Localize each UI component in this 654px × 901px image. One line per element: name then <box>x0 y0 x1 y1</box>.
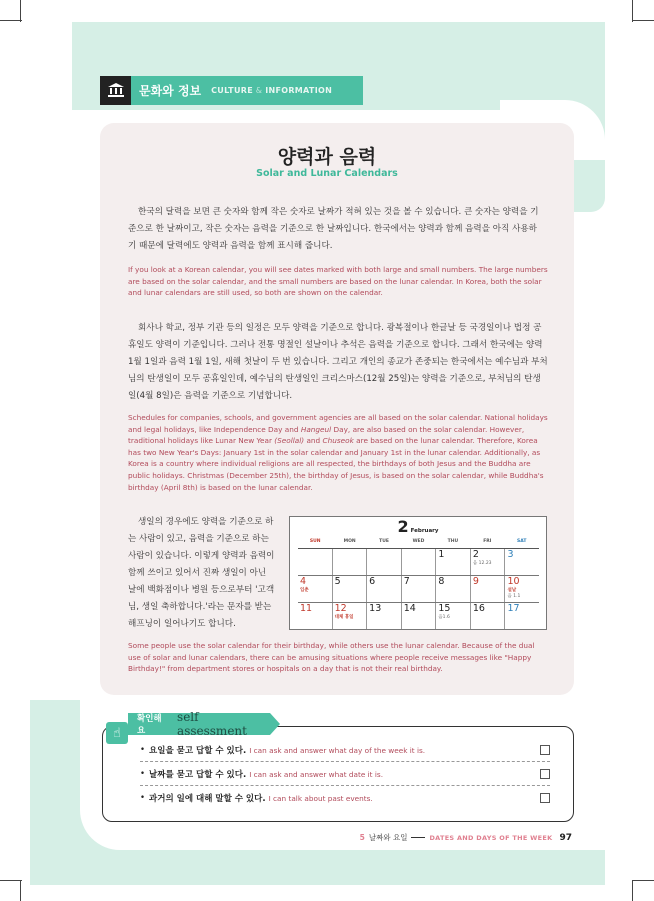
weekday-label: TUE <box>379 539 389 544</box>
calendar-holiday-label: 대체 휴일 <box>334 615 354 620</box>
calendar-date: 2 <box>472 549 479 560</box>
crop-mark <box>632 20 654 21</box>
calendar-week-row <box>298 576 539 603</box>
weekday-label: THU <box>447 539 459 544</box>
calendar-day-cell <box>435 576 470 602</box>
calendar-date: 15 <box>438 603 451 614</box>
calendar-month-number: 2 <box>397 517 409 536</box>
calendar-day-cell <box>470 549 505 575</box>
checklist-item-en: I can talk about past events. <box>268 793 373 803</box>
calendar-day-cell <box>332 549 367 575</box>
calendar-date: 4 <box>300 576 307 587</box>
calendar-day-cell <box>504 549 539 575</box>
bank-icon <box>100 76 131 105</box>
calendar-date: 7 <box>403 576 410 587</box>
unit-title-en: DATES AND DAYS OF THE WEEK <box>429 833 553 842</box>
calendar-month-name: February <box>410 528 439 534</box>
unit-title-ko: 날짜와 요일 <box>368 833 408 842</box>
calendar-date: 3 <box>507 549 514 560</box>
calendar-date: 6 <box>369 576 376 587</box>
calendar-week-row <box>298 549 539 576</box>
calendar-date: 8 <box>438 576 445 587</box>
paragraph-1-english: If you look at a Korean calendar, you will see dates marked with both large and small numbers. The large numbers are based on the solar calendar, and the small numbers are based on the lunar calendar. In Korea, both the solar and lunar calendars are still used, so both are shown on the calendar. <box>128 265 548 298</box>
calendar-day-cell <box>504 603 539 629</box>
section-header <box>100 76 363 105</box>
calendar-day-cell <box>435 549 470 575</box>
section-title-en: CULTURE & INFORMATION <box>211 86 333 95</box>
crop-mark <box>20 880 21 901</box>
calendar-date: 13 <box>369 603 382 614</box>
crop-mark <box>632 0 633 22</box>
checklist-item-en: I can ask and answer what day of the week it is. <box>249 745 426 755</box>
weekday-label: FRI <box>483 539 492 544</box>
checklist-item-ko: 날짜를 묻고 답할 수 있다. <box>149 770 247 780</box>
checklist-item: • 요일을 묻고 답할 수 있다. I can ask and answer what day of the week it is. <box>140 739 550 762</box>
self-assessment-tag <box>128 710 270 738</box>
calendar-day-cell <box>470 576 505 602</box>
calendar-date: 16 <box>472 603 485 614</box>
calendar-date: 14 <box>403 603 416 614</box>
weekday-label: SAT <box>517 539 527 544</box>
paragraph-1-korean: 한국의 달력을 보면 큰 숫자와 함께 작은 숫자로 날짜가 적혀 있는 것을 볼 수 있습니다. 큰 숫자는 양력을 기 준으로 한 날짜이고, 작은 숫자는 음력을 기준으로 한 날짜입니다. 한국에서는 양력과 함께 음력을 아직 사용하 기 때문에 달력에도 양력과 음력을 함께 표시해 줍니다. <box>128 207 539 251</box>
crop-mark <box>632 880 633 901</box>
weekday-label: SUN <box>309 539 321 544</box>
checklist-item-ko: 과거의 일에 대해 말할 수 있다. <box>149 794 266 804</box>
calendar-date: 1 <box>438 549 445 560</box>
calendar-day-cell <box>366 603 401 629</box>
page-footer <box>360 832 572 843</box>
calendar-lunar-date: 음 12.23 <box>472 561 492 566</box>
calendar-day-cell <box>401 549 436 575</box>
calendar-date: 12 <box>334 603 347 614</box>
checklist-item: • 날짜를 묻고 답할 수 있다. I can ask and answer what date it is. <box>140 763 550 786</box>
paragraph-2-korean: 회사나 학교, 정부 기관 등의 일정은 모두 양력을 기준으로 합니다. 광복절이나 한글날 등 국경일이나 법정 공 휴일도 양력이 기준입니다. 그러나 전통 명절인 설날이나 추석은 음력을 기준으로 합니다. 그래서 한국에는 양력 1월 1일과 음력 1월 1일, 새해 첫날이 두 번 있습니다. 그리고 개인의 종교가 존중되는 한국에서는 예수님과 부처 님의 탄생일이 모두 공휴일인데, 예수님의 탄생일인 크리스마스(12월 25일)는 양력을 기준으로, 부처님의 탄생 일(4월 8일)은 음력을 기준으로 기념합니다. <box>128 323 548 401</box>
crop-mark <box>0 880 22 881</box>
article-title: 양력과 음력 <box>277 146 377 168</box>
calendar-day-cell <box>298 603 332 629</box>
footer-divider <box>411 837 425 838</box>
calendar-date: 5 <box>334 576 341 587</box>
calendar-day-cell <box>504 576 539 602</box>
self-assessment-tag-ko: 확인해요 <box>137 714 162 736</box>
calendar-day-cell <box>332 576 367 602</box>
calendar-header <box>290 517 546 539</box>
page-number: 97 <box>559 832 572 843</box>
calendar-day-cell <box>366 576 401 602</box>
calendar-holiday-label: 입춘 <box>300 588 309 593</box>
crop-mark <box>20 0 21 22</box>
calendar-day-cell <box>401 603 436 629</box>
paragraph-3-korean: 생일의 경우에도 양력을 기준으로 하 는 사람이 있고, 음력을 기준으로 하는 사람이 있습니다. 이렇게 양력과 음력이 함께 쓰이고 있어서 진짜 생일이 아닌 날에 백화점이나 병원 등으로부터 '고객 님, 생일 축하합니다.'라는 문자를 받는 해프닝이 일어나기도 합니다. <box>128 517 275 629</box>
article-subtitle: Solar and Lunar Calendars <box>256 168 398 179</box>
hand-pointer-icon: ☝ <box>106 722 128 744</box>
weekday-label: WED <box>412 539 425 544</box>
weekday-label: MON <box>343 539 356 544</box>
calendar-grid <box>298 549 539 630</box>
calendar-date: 9 <box>472 576 479 587</box>
paragraph-2-english: Schedules for companies, schools, and government agencies are all based on the solar calendar. National holidays and legal holidays, like Independence Day and Hangeul Day, are also based on the solar calendar. However, traditional holidays like Lunar New Year (Seollal) and Chuseok are based on the lunar calendar. Therefore, Korea has two New Year's Days: January 1st in the solar calendar and January 1st in the lunar calendar. Additionally, as Korea is a country where individual religions are all respected, the birthdays of both Jesus and the Buddha are public holidays. Christmas (December 25th), the birthday of Jesus, is based on the solar calendar, while Buddha's birthday (April 8th) is based on the lunar calendar. <box>128 413 548 492</box>
section-title-ko: 문화와 정보 <box>139 84 202 98</box>
calendar-week-row <box>298 603 539 630</box>
paragraph-3-english: Some people use the solar calendar for their birthday, while others use the lunar calendar. Because of the dual use of solar and lunar calendars, there can be amusing situations where people receive messages like "Happy Birthday!" from department stores or hospitals on a day that is not their real birthday. <box>128 641 535 674</box>
tag-arrow <box>270 713 280 735</box>
unit-number: 5 <box>359 833 365 842</box>
calendar-day-cell <box>470 603 505 629</box>
checkbox[interactable] <box>540 745 550 755</box>
checklist-item-en: I can ask and answer what date it is. <box>249 769 384 779</box>
calendar-day-cell <box>401 576 436 602</box>
calendar-day-cell <box>366 549 401 575</box>
checkbox[interactable] <box>540 793 550 803</box>
calendar-date: 11 <box>300 603 313 614</box>
calendar-lunar-date: 음 1.1 <box>507 594 521 599</box>
calendar-weekday-row <box>298 539 539 549</box>
checkbox[interactable] <box>540 769 550 779</box>
checklist-item: • 과거의 일에 대해 말할 수 있다. I can talk about past events. <box>140 787 550 809</box>
crop-mark <box>0 20 22 21</box>
calendar-day-cell <box>435 603 470 629</box>
calendar-day-cell <box>332 603 367 629</box>
crop-mark <box>632 880 654 881</box>
calendar-lunar-date: 음1.6 <box>438 615 450 620</box>
calendar-illustration <box>289 516 547 630</box>
calendar-day-cell <box>298 576 332 602</box>
calendar-date: 17 <box>507 603 520 614</box>
self-assessment-tag-en: self assessment <box>177 710 247 738</box>
checklist-item-ko: 요일을 묻고 답할 수 있다. <box>149 746 247 756</box>
calendar-day-cell <box>298 549 332 575</box>
calendar-holiday-label: 설날 <box>507 588 517 593</box>
calendar-date: 10 <box>507 576 520 587</box>
